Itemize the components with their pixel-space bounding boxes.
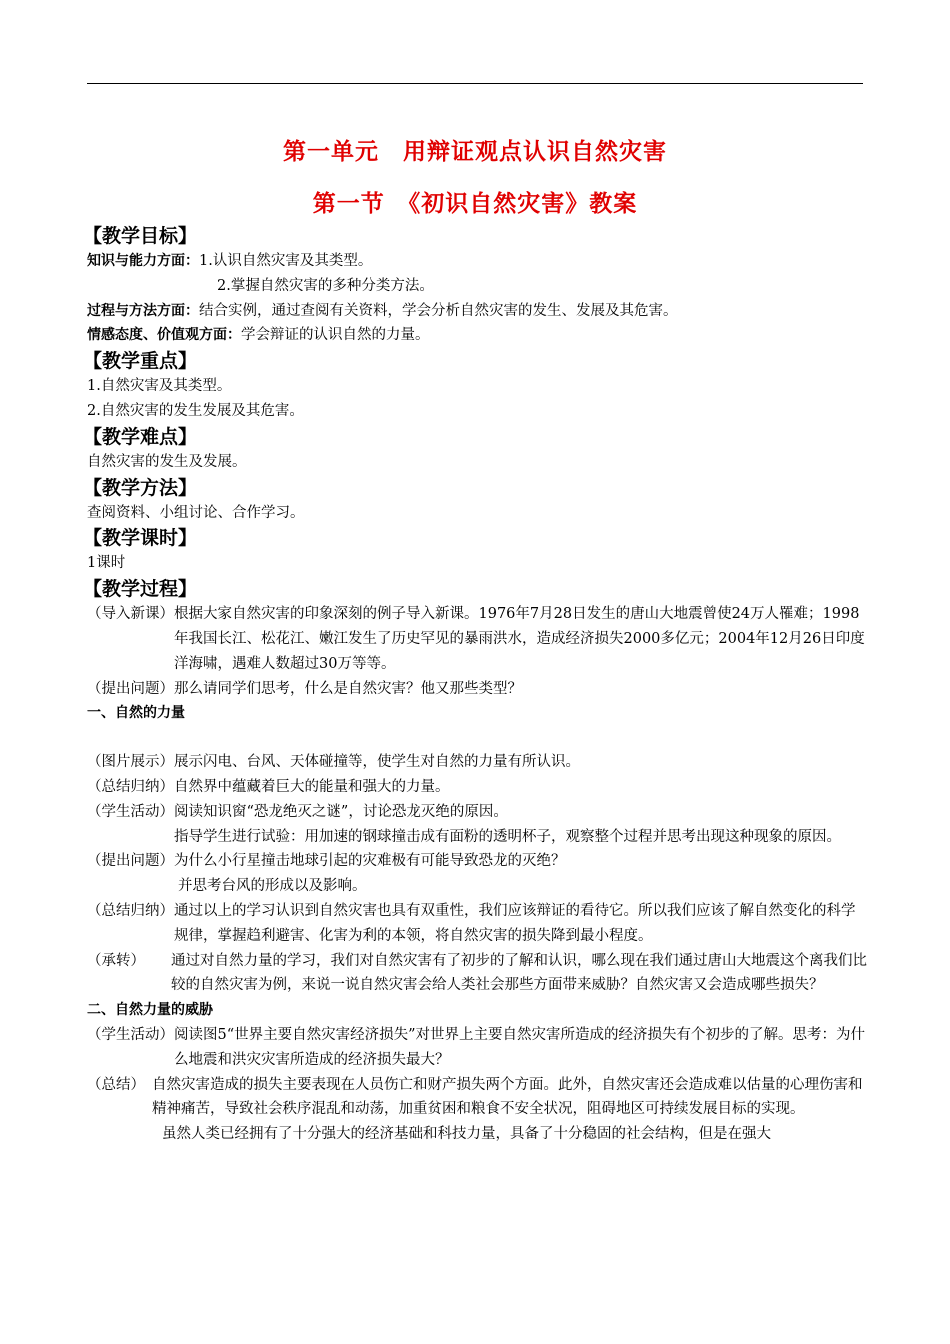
- step-tag: （总结）: [87, 1076, 145, 1093]
- process-step-question-1: [87, 677, 867, 702]
- step-tag: （总结归纳）: [87, 778, 174, 795]
- step-tag: （学生活动）: [87, 803, 174, 820]
- step-text: 展示闪电、台风、天体碰撞等，使学生对自然的力量有所认识。: [174, 754, 580, 771]
- attitude-label: 情感态度、价值观方面：: [87, 327, 241, 344]
- activity-text: 阅读知识窗“恐龙绝灭之谜”，讨论恐龙灭绝的原因。: [174, 803, 508, 820]
- step-text: 自然界中蕴藏着巨大的能量和强大的力量。: [174, 778, 450, 795]
- step-text: 通过对自然力量的学习，我们对自然灾害有了初步的了解和认识，哪么现在我们通过唐山大地震这个离我们比较的自然灾害为例，来说一说自然灾害会给人类社会那些方面带来威胁？自然灾害又会造成哪些损失？: [171, 952, 867, 994]
- step-text: [174, 800, 867, 850]
- process-step-pictures: [87, 750, 867, 775]
- step-text: 根据大家自然灾害的印象深刻的例子导入新课。1976年7月28日发生的唐山大地震曾使24万人罹难；1998年我国长江、松花江、嫩江发生了历史罕见的暴雨洪水，造成经济损失2000多亿元；2004年12月26日印度洋海啸，遇难人数超过30万等等。: [174, 606, 865, 672]
- knowledge-item-2: 2.掌握自然灾害的多种分类方法。: [217, 277, 434, 294]
- process-step-question-2: [87, 849, 867, 874]
- attitude-text: 学会辩证的认识自然的力量。: [241, 327, 430, 344]
- document-body: [83, 223, 867, 1147]
- process-line: [87, 299, 867, 324]
- unit-title: 第一单元 用辩证观点认识自然灾害: [283, 139, 667, 165]
- part-1-title: 一、自然的力量: [87, 705, 185, 722]
- key-point-item: 1.自然灾害及其类型。: [87, 378, 232, 395]
- step-tag: （总结归纳）: [87, 902, 174, 919]
- hours-text: 1课时: [87, 555, 126, 572]
- process-step-summary-2: [87, 899, 867, 949]
- blank-line: [87, 726, 867, 750]
- section-heading-methods: 【教学方法】: [83, 476, 198, 499]
- step-text: 通过以上的学习认识到自然灾害也具有双重性，我们应该辩证的看待它。所以我们应该了解自然变化的科学规律，掌握趋利避害、化害为利的本领，将自然灾害的损失降到最小程度。: [174, 902, 856, 944]
- step-tag: （图片展示）: [87, 754, 174, 771]
- section-heading-key-points: 【教学重点】: [83, 350, 198, 373]
- process-label: 过程与方法方面：: [87, 302, 199, 319]
- question-2-followup: 并思考台风的形成以及影响。: [178, 878, 367, 895]
- process-step-intro: [87, 602, 867, 676]
- section-heading-process: 【教学过程】: [83, 578, 198, 601]
- section-heading-objectives: 【教学目标】: [83, 225, 198, 247]
- closing-paragraph: 虽然人类已经拥有了十分强大的经济基础和科技力量，具备了十分稳固的社会结构，但是在强大: [162, 1126, 771, 1143]
- step-text: 那么请同学们思考，什么是自然灾害？他又那些类型？: [174, 680, 522, 697]
- process-step-activity-2: [87, 1023, 867, 1073]
- section-heading-difficulties: 【教学难点】: [83, 425, 198, 448]
- experiment-text: 指导学生进行试验：用加速的钢球撞击成有面粉的透明杯子，观察整个过程并思考出现这种现象的原因。: [174, 828, 841, 845]
- knowledge-line-1: [87, 249, 867, 274]
- knowledge-item-1: 1.认识自然灾害及其类型。: [199, 253, 373, 269]
- step-text: 自然灾害造成的损失主要表现在人员伤亡和财产损失两个方面。此外，自然灾害还会造成难以估量的心理伤害和精神痛苦，导致社会秩序混乱和动荡，加重贫困和粮食不安全状况，阻碍地区可持续发展目标的实现。: [152, 1076, 863, 1118]
- lesson-title: 第一节 《初识自然灾害》教案: [312, 191, 638, 217]
- step-tag: （学生活动）: [87, 1026, 174, 1043]
- process-step-summary-1: [87, 775, 867, 800]
- section-heading-hours: 【教学课时】: [83, 527, 198, 550]
- process-step-summary-3: [87, 1073, 867, 1123]
- difficulties-text: 自然灾害的发生及发展。: [87, 453, 247, 470]
- process-step-transition: [87, 949, 867, 999]
- part-2-title: 二、自然力量的威胁: [87, 1002, 213, 1019]
- step-tag: （提出问题）: [87, 853, 174, 870]
- header-rule: [87, 83, 863, 84]
- step-tag: （承转）: [87, 952, 145, 969]
- step-tag: （导入新课）: [87, 606, 174, 623]
- methods-text: 查阅资料、小组讨论、合作学习。: [87, 504, 305, 521]
- knowledge-label: 知识与能力方面：: [87, 253, 199, 269]
- step-tag: （提出问题）: [87, 680, 174, 697]
- step-text: 阅读图5“世界主要自然灾害经济损失”对世界上主要自然灾害所造成的经济损失有个初步的了解。思考：为什么地震和洪灾灾害所造成的经济损失最大？: [174, 1026, 866, 1068]
- key-point-item: 2.自然灾害的发生发展及其危害。: [87, 402, 304, 419]
- process-text: 结合实例，通过查阅有关资料，学会分析自然灾害的发生、发展及其危害。: [199, 302, 678, 319]
- step-text: 为什么小行星撞击地球引起的灾难极有可能导致恐龙的灭绝？: [174, 853, 566, 870]
- process-step-activity-1: [87, 800, 867, 850]
- attitude-line: [87, 323, 867, 348]
